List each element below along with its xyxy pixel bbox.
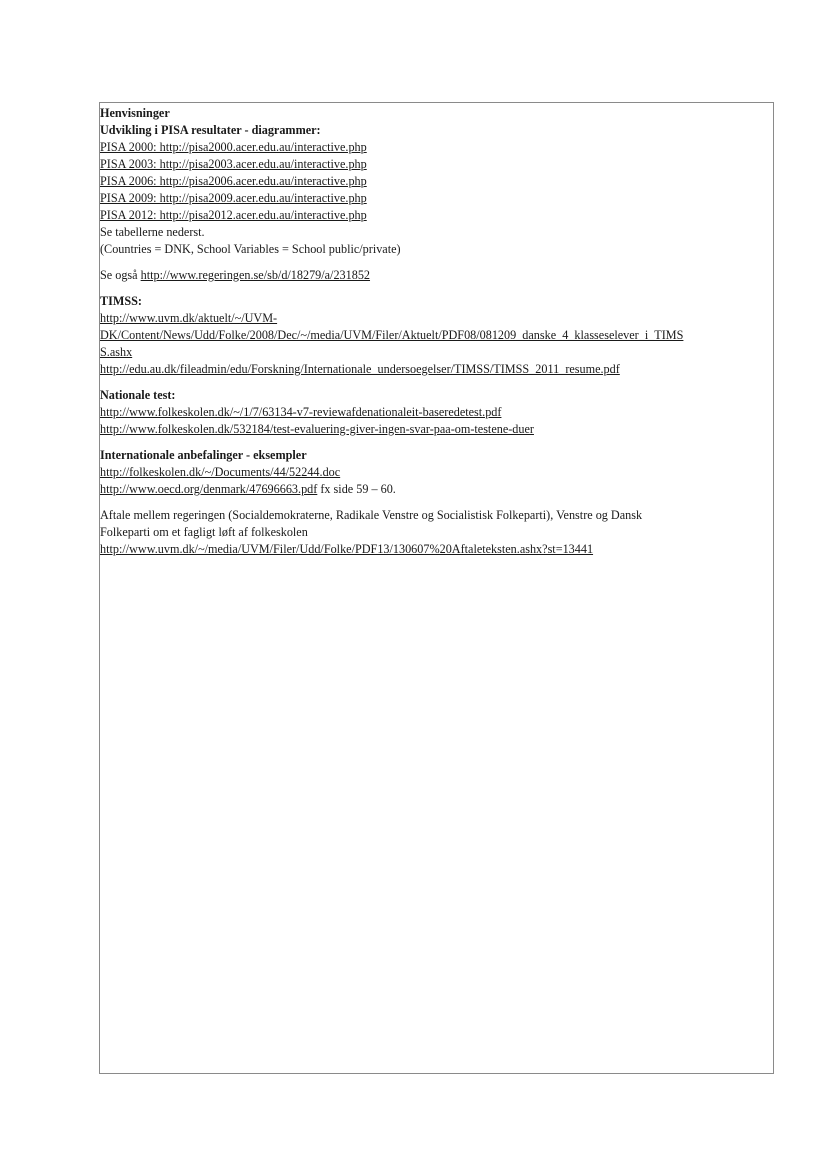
pisa-2003-link[interactable]: PISA 2003: http://pisa2003.acer.edu.au/interactive.php bbox=[100, 157, 367, 171]
folkeskolen-doc-link[interactable]: http://folkeskolen.dk/~/Documents/44/52244.doc bbox=[100, 465, 341, 479]
timss-heading: TIMSS: bbox=[100, 294, 142, 308]
regeringen-link[interactable]: http://www.regeringen.se/sb/d/18279/a/231852 bbox=[140, 268, 371, 282]
timss-link-1-part-3[interactable]: S.ashx bbox=[100, 345, 133, 359]
pisa-note-variables: (Countries = DNK, School Variables = School public/private) bbox=[100, 242, 401, 256]
pisa-2000-link[interactable]: PISA 2000: http://pisa2000.acer.edu.au/interactive.php bbox=[100, 140, 367, 154]
pisa-2012-link[interactable]: PISA 2012: http://pisa2012.acer.edu.au/interactive.php bbox=[100, 208, 367, 222]
agreement-text-line-2: Folkeparti om et fagligt løft af folkeskolen bbox=[100, 525, 308, 539]
see-also-line bbox=[100, 267, 772, 284]
national-test-link-1[interactable]: http://www.folkeskolen.dk/~/1/7/63134-v7-reviewafdenationaleit-baseredetest.pdf bbox=[100, 405, 502, 419]
agreement-text-line-1: Aftale mellem regeringen (Socialdemokraterne, Radikale Venstre og Socialistisk Folkeparti), Venstre og Dansk bbox=[100, 508, 643, 522]
timss-link-1-part-1[interactable]: http://www.uvm.dk/aktuelt/~/UVM- bbox=[100, 311, 278, 325]
see-also-prefix: Se også bbox=[100, 268, 141, 282]
oecd-link[interactable]: http://www.oecd.org/denmark/47696663.pdf bbox=[100, 482, 318, 496]
pisa-2009-link[interactable]: PISA 2009: http://pisa2009.acer.edu.au/interactive.php bbox=[100, 191, 367, 205]
references-content bbox=[100, 105, 772, 558]
pisa-subheading: Udvikling i PISA resultater - diagrammer: bbox=[100, 123, 321, 137]
oecd-line bbox=[100, 481, 772, 498]
national-test-heading: Nationale test: bbox=[100, 388, 176, 402]
timss-link-2[interactable]: http://edu.au.dk/fileadmin/edu/Forskning/Internationale_undersoegelser/TIMSS/TIMSS_2011_resume.pdf bbox=[100, 362, 620, 376]
references-heading: Henvisninger bbox=[100, 106, 170, 120]
agreement-link[interactable]: http://www.uvm.dk/~/media/UVM/Filer/Udd/Folke/PDF13/130607%20Aftaleteksten.ashx?st=13441 bbox=[100, 542, 594, 556]
pisa-2006-link[interactable]: PISA 2006: http://pisa2006.acer.edu.au/interactive.php bbox=[100, 174, 367, 188]
pisa-note-tables: Se tabellerne nederst. bbox=[100, 225, 205, 239]
national-test-link-2[interactable]: http://www.folkeskolen.dk/532184/test-evaluering-giver-ingen-svar-paa-om-testene-duer bbox=[100, 422, 534, 436]
oecd-page-note: fx side 59 – 60. bbox=[317, 482, 396, 496]
international-heading: Internationale anbefalinger - eksempler bbox=[100, 448, 307, 462]
timss-link-1-part-2[interactable]: DK/Content/News/Udd/Folke/2008/Dec/~/media/UVM/Filer/Aktuelt/PDF08/081209_danske_4_klasseselever_i_TIMS bbox=[100, 328, 684, 342]
